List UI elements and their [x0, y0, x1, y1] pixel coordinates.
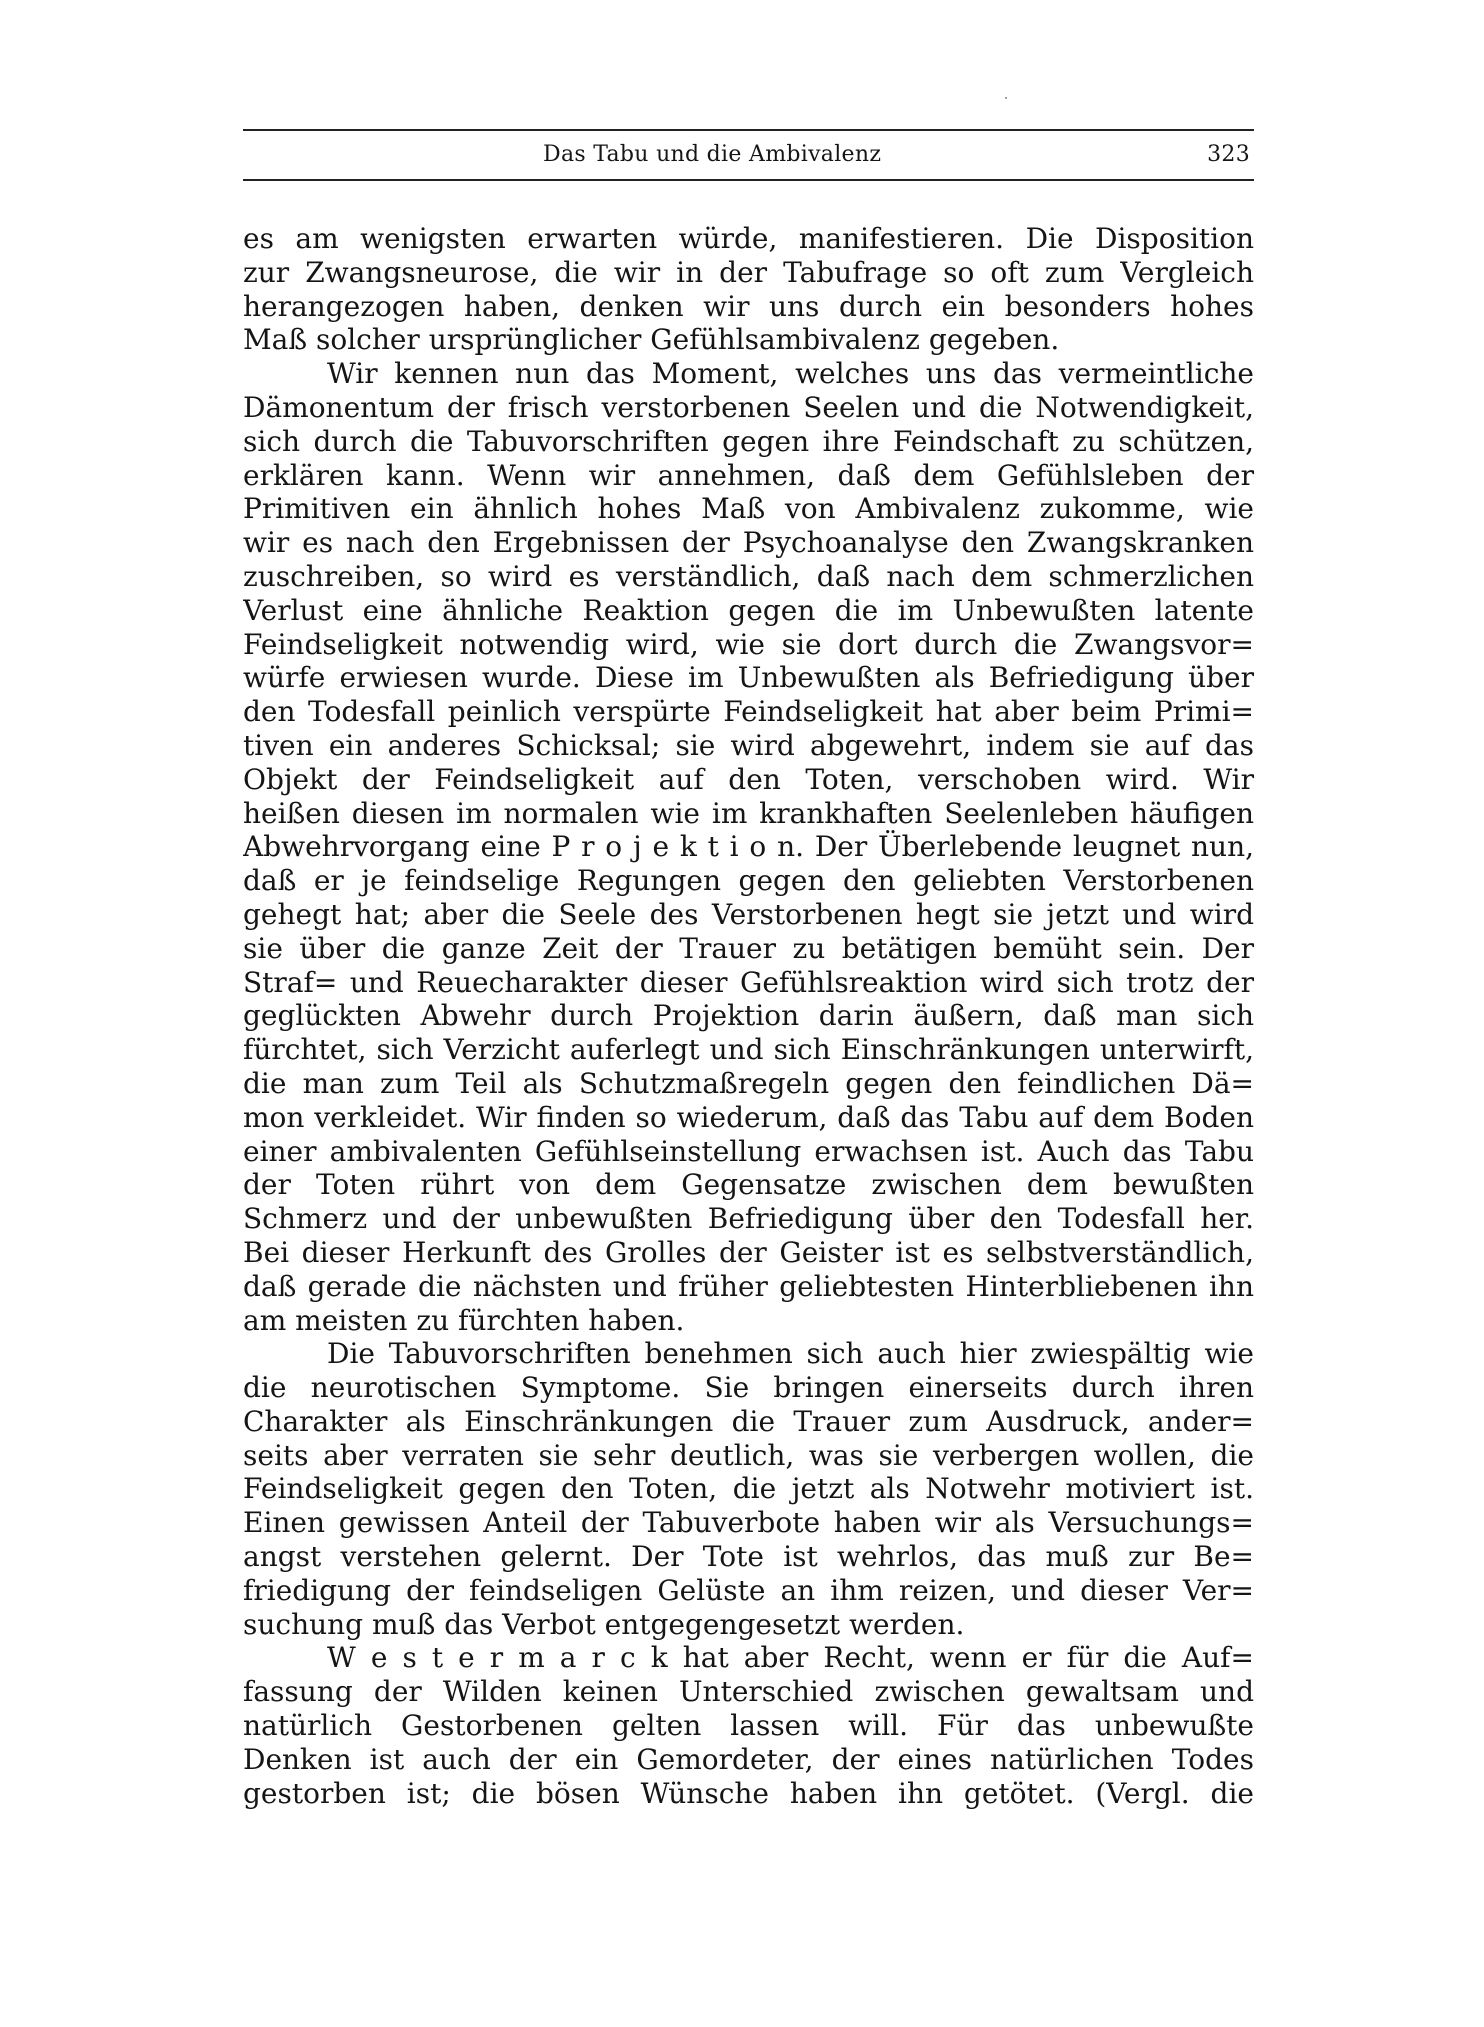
- text-line: Schmerz und der unbewußten Befriedigung über den Todesfall her.: [243, 1202, 1254, 1236]
- text-line: gestorben ist; die bösen Wünsche haben ihn getötet. (Vergl. die: [243, 1776, 1254, 1810]
- text-line: Objekt der Feindseligkeit auf den Toten, verschoben wird. Wir: [243, 762, 1254, 796]
- text-line: wir es nach den Ergebnissen der Psychoanalyse den Zwangskranken: [243, 526, 1254, 560]
- text-line: den Todesfall peinlich verspürte Feindseligkeit hat aber beim Primi=: [243, 695, 1254, 729]
- text-line: Maß solcher ursprünglicher Gefühlsambivalenz gegeben.: [243, 323, 1060, 357]
- text-line: W e s t e r m a r c k hat aber Recht, wenn er für die Auf=: [327, 1641, 1254, 1675]
- text-line: Einen gewissen Anteil der Tabuverbote haben wir als Versuchungs=: [243, 1506, 1254, 1540]
- text-line: Verlust eine ähnliche Reaktion gegen die im Unbewußten latente: [243, 593, 1254, 627]
- text-line: Abwehrvorgang eine P r o j e k t i o n. Der Überlebende leugnet nun,: [243, 830, 1254, 864]
- header-rule-top: [243, 129, 1254, 131]
- text-line: natürlich Gestorbenen gelten lassen will. Für das unbewußte: [243, 1709, 1254, 1743]
- running-head: [243, 136, 1254, 176]
- text-line: tiven ein anderes Schicksal; sie wird abgewehrt, indem sie auf das: [243, 728, 1254, 762]
- text-line: zur Zwangsneurose, die wir in der Tabufrage so oft zum Vergleich: [243, 255, 1254, 289]
- text-line: friedigung der feindseligen Gelüste an ihm reizen, und dieser Ver=: [243, 1573, 1254, 1607]
- text-line: Die Tabuvorschriften benehmen sich auch hier zwiespältig wie: [327, 1337, 1254, 1371]
- text-line: Wir kennen nun das Moment, welches uns das vermeintliche: [327, 357, 1254, 391]
- text-line: heißen diesen im normalen wie im krankhaften Seelenleben häufigen: [243, 796, 1254, 830]
- text-line: erklären kann. Wenn wir annehmen, daß dem Gefühlsleben der: [243, 458, 1254, 492]
- text-line: herangezogen haben, denken wir uns durch ein besonders hohes: [243, 289, 1254, 323]
- text-line: würfe erwiesen wurde. Diese im Unbewußten als Befriedigung über: [243, 661, 1254, 695]
- text-line: geglückten Abwehr durch Projektion darin äußern, daß man sich: [243, 999, 1254, 1033]
- text-line: sie über die ganze Zeit der Trauer zu betätigen bemüht sein. Der: [243, 931, 1254, 965]
- text-line: Feindseligkeit notwendig wird, wie sie dort durch die Zwangsvor=: [243, 627, 1254, 661]
- text-line: seits aber verraten sie sehr deutlich, was sie verbergen wollen, die: [243, 1438, 1254, 1472]
- body-text: [243, 222, 1254, 1810]
- text-line: Charakter als Einschränkungen die Trauer zum Ausdruck, ander=: [243, 1404, 1254, 1438]
- text-line: Feindseligkeit gegen den Toten, die jetzt als Notwehr motiviert ist.: [243, 1472, 1254, 1506]
- print-speck: [1005, 97, 1007, 99]
- text-line: angst verstehen gelernt. Der Tote ist wehrlos, das muß zur Be=: [243, 1540, 1254, 1574]
- text-line: Primitiven ein ähnlich hohes Maß von Ambivalenz zukomme, wie: [243, 492, 1254, 526]
- text-line: die man zum Teil als Schutzmaßregeln gegen den feindlichen Dä=: [243, 1066, 1254, 1100]
- text-line: gehegt hat; aber die Seele des Verstorbenen hegt sie jetzt und wird: [243, 897, 1254, 931]
- text-line: einer ambivalenten Gefühlseinstellung erwachsen ist. Auch das Tabu: [243, 1134, 1254, 1168]
- text-line: fürchtet, sich Verzicht auferlegt und sich Einschränkungen unterwirft,: [243, 1033, 1254, 1067]
- header-rule-bottom: [243, 179, 1254, 181]
- text-line: Denken ist auch der ein Gemordeter, der eines natürlichen Todes: [243, 1742, 1254, 1776]
- text-line: daß er je feindselige Regungen gegen den geliebten Verstorbenen: [243, 864, 1254, 898]
- text-line: es am wenigsten erwarten würde, manifestieren. Die Disposition: [243, 222, 1254, 255]
- text-line: sich durch die Tabuvorschriften gegen ihre Feindschaft zu schützen,: [243, 424, 1254, 458]
- text-line: der Toten rührt von dem Gegensatze zwischen dem bewußten: [243, 1168, 1254, 1202]
- text-line: die neurotischen Symptome. Sie bringen einerseits durch ihren: [243, 1371, 1254, 1405]
- running-title: Das Tabu und die Ambivalenz: [543, 142, 882, 167]
- text-line: suchung muß das Verbot entgegengesetzt werden.: [243, 1607, 965, 1641]
- text-line: daß gerade die nächsten und früher geliebtesten Hinterbliebenen ihn: [243, 1269, 1254, 1303]
- text-line: Dämonentum der frisch verstorbenen Seelen und die Notwendigkeit,: [243, 390, 1254, 424]
- text-line: mon verkleidet. Wir finden so wiederum, daß das Tabu auf dem Boden: [243, 1100, 1254, 1134]
- text-line: am meisten zu fürchten haben.: [243, 1303, 685, 1337]
- page-number: 323: [1207, 142, 1250, 167]
- text-line: zuschreiben, so wird es verständlich, daß nach dem schmerzlichen: [243, 559, 1254, 593]
- text-line: Straf= und Reuecharakter dieser Gefühlsreaktion wird sich trotz der: [243, 965, 1254, 999]
- text-line: fassung der Wilden keinen Unterschied zwischen gewaltsam und: [243, 1675, 1254, 1709]
- text-line: Bei dieser Herkunft des Grolles der Geister ist es selbstverständlich,: [243, 1235, 1254, 1269]
